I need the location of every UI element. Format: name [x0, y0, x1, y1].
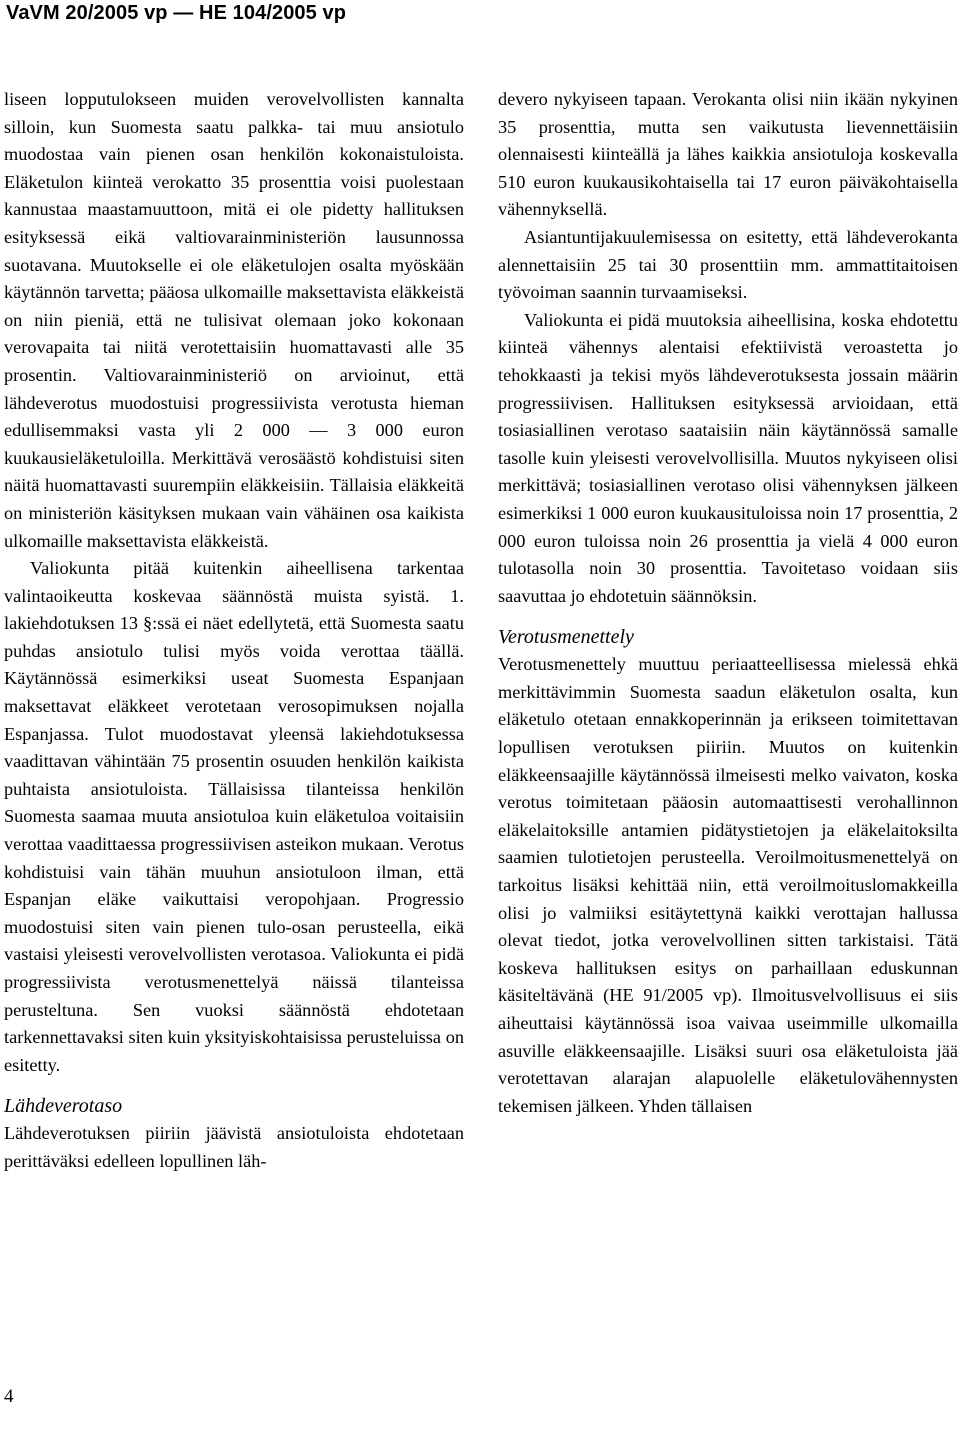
- paragraph: Valiokunta ei pidä muutoksia aiheellisina, koska ehdotettu kiinteä vähennys alentaisi efektiivistä veroastetta jo tehokkaasti ja tekisi myös lähdeverotuksesta jossain määrin progressiivisen. Hallituksen esityksessä arvioidaan, että tosiasiallinen verotaso saataisiin näin käytännössä samalle tasolle kuin yleisesti verovelvollisilla. Muutos nykyiseen olisi merkittävä; tosiasiallinen verotaso olisi vähennyksen jälkeen esimerkiksi 1 000 euron kuukausituloissa noin 17 prosenttia, 2 000 euron tuloissa noin 26 prosenttia ja vielä 4 000 euron tulotasolla noin 30 prosenttia. Tavoitetaso voidaan siis saavuttaa jo ehdotetuin säännöksin.: [498, 309, 958, 606]
- paragraph: liseen lopputulokseen muiden verovelvollisten kannalta silloin, kun Suomesta saatu palkka- tai muu ansiotulo muodostaa vain pienen osan henkilön kokonaistuloista. Eläketulon kiinteä verokatto 35 prosenttia voisi puolestaan kannustaa maastamuuttoon, mitä ei ole pidetty hallituksen esityksessä eikä valtiovarainministeriön lausunnossa suotavana. Muutokselle ei ole eläketulojen osalta myöskään käytännön tarvetta; pääosa ulkomaille maksettavista eläkkeistä on niin pieniä, että ne tulisivat olemaan joko kokonaan verovapaita tai niitä verotettaisiin huomattavasti alle 35 prosentin. Valtiovarainministeriö on arvioinut, että lähdeverotus muodostuisi progressiivista verotusta hieman edullisemmaksi vasta yli 2 000 — 3 000 euron kuukausieläketuloilla. Merkittävä verosäästö kohdistuisi siten näitä huomattavasti suurempiin eläkkeisiin. Tällaisia eläkkeitä on ministeriön käsityksen mukaan vain vähäinen osa kaikista ulkomaille maksettavista eläkkeistä.: [4, 89, 464, 551]
- section-heading: Lähdeverotaso: [4, 1095, 123, 1118]
- paragraph: devero nykyiseen tapaan. Verokanta olisi niin ikään nykyinen 35 prosenttia, mutta sen vaikutusta lievennettäisiin olennaisesti kiinteällä ja lähes kaikkia ansiotuloja koskevalla 510 euron kuukausikohtaisella tai 17 euron päiväkohtaisella vähennyksellä.: [498, 89, 958, 220]
- running-header: VaVM 20/2005 vp — HE 104/2005 vp: [6, 2, 347, 24]
- paragraph: Lähdeverotuksen piiriin jäävistä ansiotuloista ehdotetaan perittäväksi edelleen lopullinen läh-: [4, 1123, 464, 1171]
- section-heading: Verotusmenettely: [498, 626, 634, 649]
- left-column: [4, 86, 464, 1176]
- paragraph: Verotusmenettely muuttuu periaatteellisessa mielessä ehkä merkittävimmin Suomesta saadun eläketulon osalta, kun eläketulo otetaan ennakkoperinnän ja erikseen toimitettavan lopullisen verotuksen piiriin. Muutos on kuitenkin eläkkeensaajille käytännössä ilmeisesti melko vaivaton, koska verotus toimitetaan pääosin automaattisesti verohallinnon eläkelaitoksille antamien pidätystietojen ja eläkelaitoksilta saamien tulotietojen perusteella. Veroilmoitusmenettelyä on tarkoitus lisäksi kehittää niin, että veroilmoituslomakkeilla olisi jo valmiiksi esitäytettynä kaikki verottajan hallussa olevat tiedot, jotka verovelvollinen sitten tarkistaisi. Tätä koskeva hallituksen esitys on parhaillaan eduskunnan käsiteltävänä (HE 91/2005 vp). Ilmoitusvelvollisuus ei siis aiheuttaisi käytännössä isoa vaivaa useimmille ulkomailla asuville eläkkeensaajille. Lisäksi suuri osa eläketuloista jää verotettavan alarajan alapuolelle eläketulovähennysten tekemisen jälkeen. Yhden tällaisen: [498, 654, 958, 1116]
- paragraph: Asiantuntijakuulemisessa on esitetty, että lähdeverokanta alennettaisiin 25 tai 30 prosenttiin mm. ammattitaitoisen työvoiman saannin turvaamiseksi.: [498, 226, 958, 303]
- right-column: [498, 86, 958, 1120]
- page-number: 4: [4, 1386, 14, 1407]
- paragraph: Valiokunta pitää kuitenkin aiheellisena tarkentaa valintaoikeutta koskevaa säännöstä muista syistä. 1. lakiehdotuksen 13 §:ssä ei näet edellytetä, että Suomesta saatu puhdas ansiotulo tulisi myös voida verottaa täällä. Käytännössä esimerkiksi useat Suomesta Espanjaan maksettavat eläkkeet verotetaan verosopimuksen nojalla Espanjassa. Tulot muodostavat yleensä lakiehdotuksessa vaadittavan vähintään 75 prosentin osuuden henkilön kaikista puhtaista ansiotuloista. Tällaisissa tilanteissa henkilön Suomesta saamaa muuta ansiotuloa kuin eläketuloa voitaisiin verottaa vaadittaessa progressiivisen asteikon mukaan. Verotus kohdistuisi vain tähän muuhun ansiotuloon ilman, että Espanjan eläke vaikuttaisi veropohjaan. Progressio muodostuisi siten vain pienen tulo-osan perusteella, eikä vastaisi yleisesti verovelvollisten verotasoa. Valiokunta ei pidä progressiivista verotusmenettelyä näissä tilanteissa perusteltuna. Sen vuoksi säännöstä ehdotetaan tarkennettavaksi siten kuin yksityiskohtaisissa perusteluissa on esitetty.: [4, 558, 464, 1075]
